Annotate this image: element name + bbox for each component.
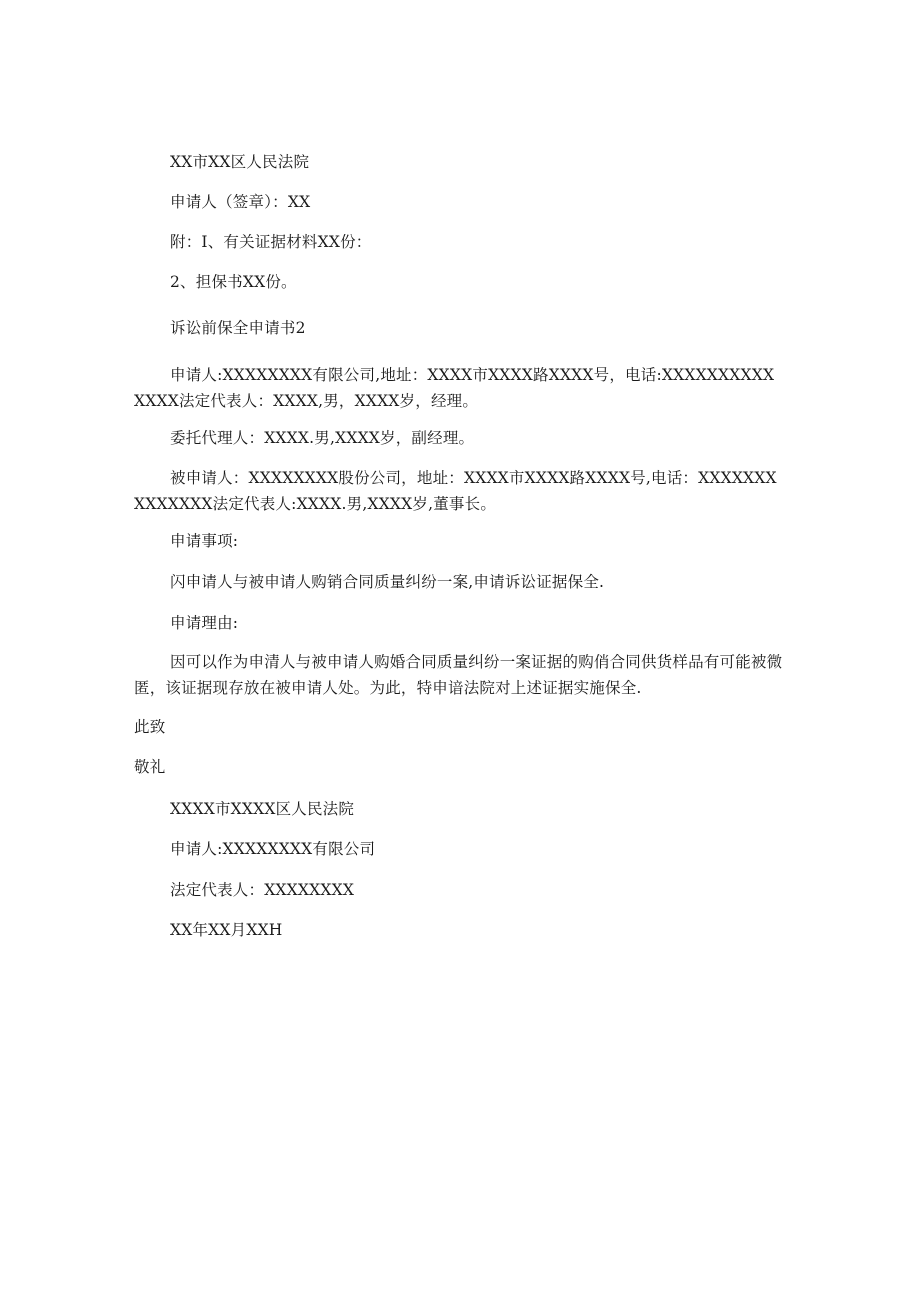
agent-info-paragraph: 委托代理人：XXXX.男,XXXX岁，副经理。 [170, 429, 475, 447]
applicant-signature-line: 申请人（签章）：XX [170, 193, 311, 211]
matters-heading: 申请事项: [170, 532, 239, 550]
closing-salutation-2: 敬礼 [134, 758, 166, 776]
respondent-info-paragraph: 被申请人：XXXXXXXX股份公司，地址：XXXX市XXXX路XXXX号,电话：XXXXXXXXXXXXXX法定代表人:XXXX.男,XXXX岁,董事长。 [134, 469, 777, 513]
attachment-item-1: 附：I、有关证据材料XX份： [170, 233, 372, 251]
recipient-court: XXXX市XXXX区人民法院 [170, 800, 355, 818]
matters-text: 闪申请人与被申请人购销合同质量纠纷一案,申请诉讼证据保全. [170, 573, 605, 591]
reasons-paragraph: 因可以作为申清人与被申请人购婚合同质量纠纷一案证据的购俏合同供货样品有可能被微匿，该证据现存放在被申请人处。为此，特申谙法院对上述证据实施保全. [134, 653, 783, 697]
attachment-item-2: 2、担保书XX份。 [170, 273, 297, 291]
court-header: XX市XX区人民法院 [170, 153, 310, 171]
applicant-info-paragraph: 申请人:XXXXXXXX有限公司,地址：XXXX市XXXX路XXXX号，电话:XXXXXXXXXXXXXX法定代表人：XXXX,男，XXXX岁，经理。 [134, 366, 775, 410]
signature-representative: 法定代表人：XXXXXXXX [170, 881, 355, 899]
reasons-heading: 申请理由: [170, 614, 239, 632]
document-title: 诉讼前保全申请书2 [170, 319, 306, 337]
signature-date: XX年XX月XXH [170, 921, 283, 939]
signature-applicant: 申请人:XXXXXXXX有限公司 [170, 840, 376, 858]
closing-salutation-1: 此致 [134, 718, 166, 736]
